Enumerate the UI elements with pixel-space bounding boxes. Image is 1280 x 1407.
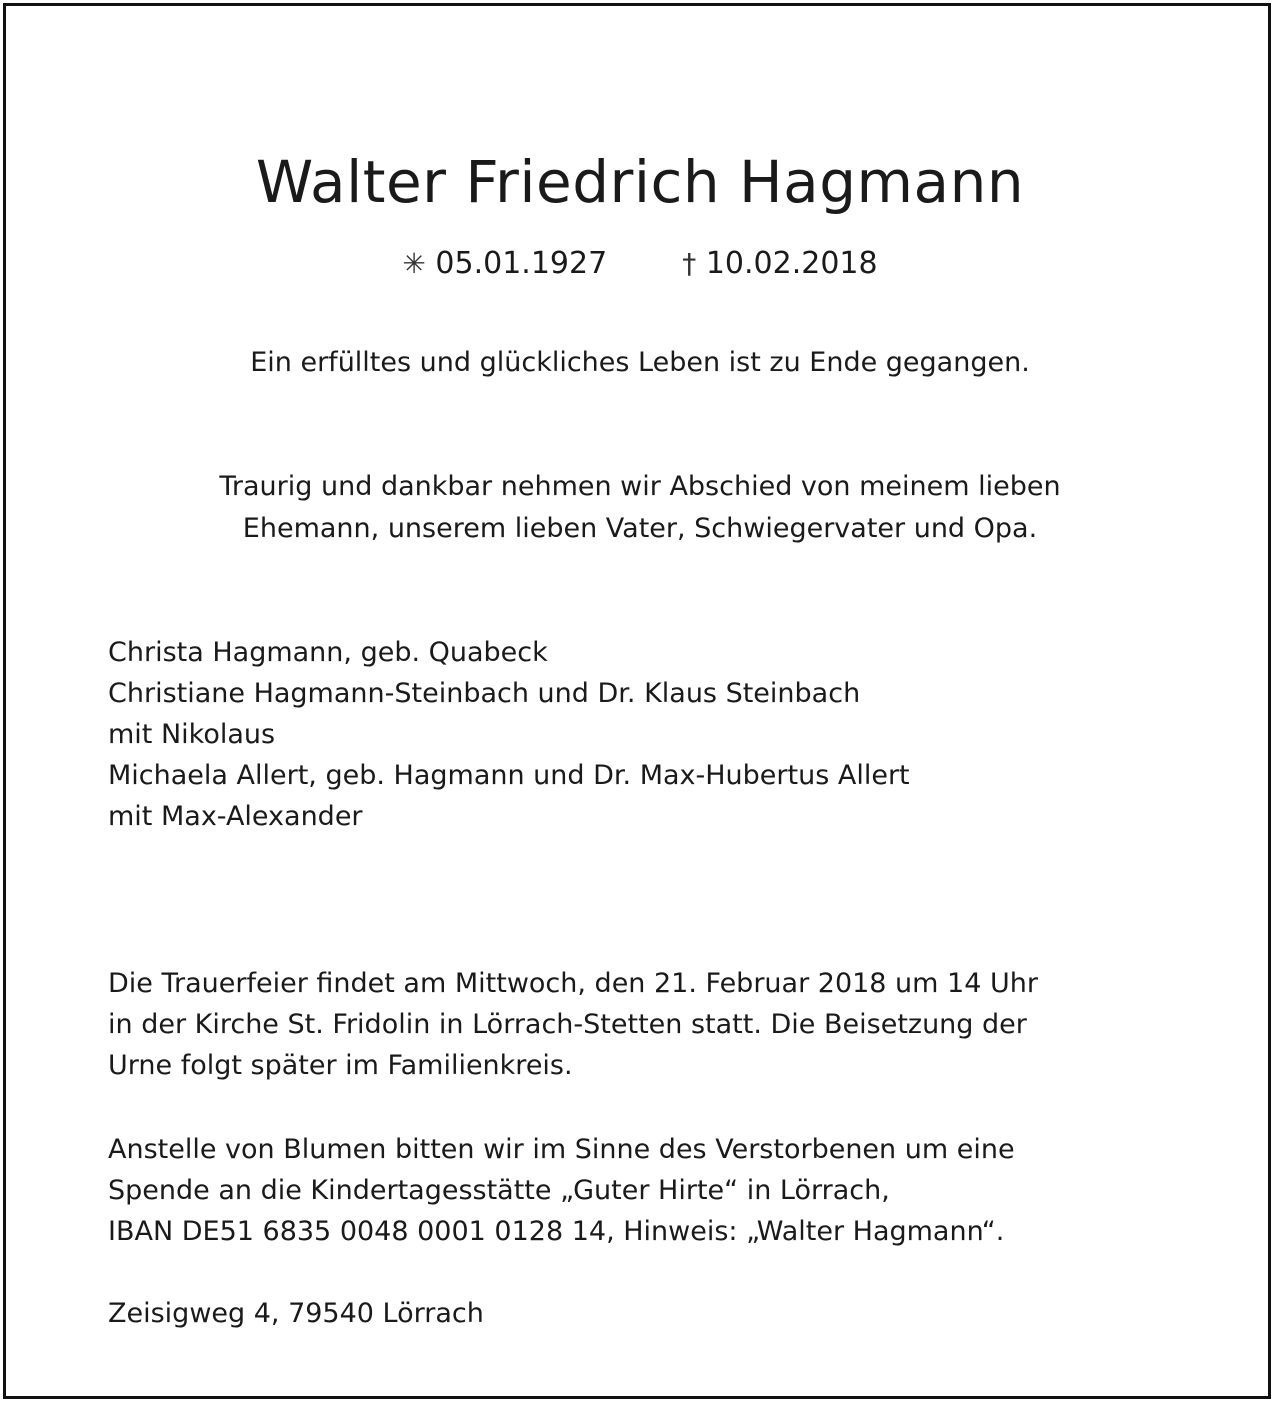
- family-member: Christiane Hagmann-Steinbach und Dr. Klaus Steinbach: [108, 678, 861, 709]
- family-address: Zeisigweg 4, 79540 Lörrach: [108, 1298, 484, 1329]
- family-member: mit Max-Alexander: [108, 801, 363, 832]
- family-member: mit Nikolaus: [108, 719, 276, 750]
- donation-info: [108, 1129, 1208, 1252]
- deceased-name: Walter Friedrich Hagmann: [255, 148, 1025, 216]
- death-date: 10.02.2018: [705, 246, 878, 281]
- family-member: Michaela Allert, geb. Hagmann und Dr. Max-Hubertus Allert: [108, 760, 910, 791]
- service-line: Die Trauerfeier findet am Mittwoch, den 21. Februar 2018 um 14 Uhr: [108, 968, 1038, 999]
- donation-line: Anstelle von Blumen bitten wir im Sinne des Verstorbenen um eine: [108, 1134, 1015, 1165]
- life-dates: [0, 244, 1280, 284]
- service-info: [108, 963, 1208, 1086]
- service-line: in der Kirche St. Fridolin in Lörrach-Stetten statt. Die Beisetzung der: [108, 1009, 1027, 1040]
- service-line: Urne folgt später im Familienkreis.: [108, 1050, 573, 1081]
- birth-date: 05.01.1927: [435, 246, 608, 281]
- donation-line: IBAN DE51 6835 0048 0001 0128 14, Hinweis: „Walter Hagmann“.: [108, 1216, 1005, 1247]
- family-list: [108, 632, 1208, 837]
- farewell-text: [0, 466, 1280, 550]
- birth-star-icon: ✳: [402, 247, 426, 280]
- family-member: Christa Hagmann, geb. Quabeck: [108, 637, 548, 668]
- farewell-line: Traurig und dankbar nehmen wir Abschied von meinem lieben: [219, 471, 1061, 502]
- tagline: Ein erfülltes und glückliches Leben ist zu Ende gegangen.: [250, 347, 1030, 378]
- donation-line: Spende an die Kindertagesstätte „Guter Hirte“ in Lörrach,: [108, 1175, 890, 1206]
- death-cross-icon: †: [682, 247, 697, 280]
- farewell-line: Ehemann, unserem lieben Vater, Schwiegervater und Opa.: [242, 513, 1038, 544]
